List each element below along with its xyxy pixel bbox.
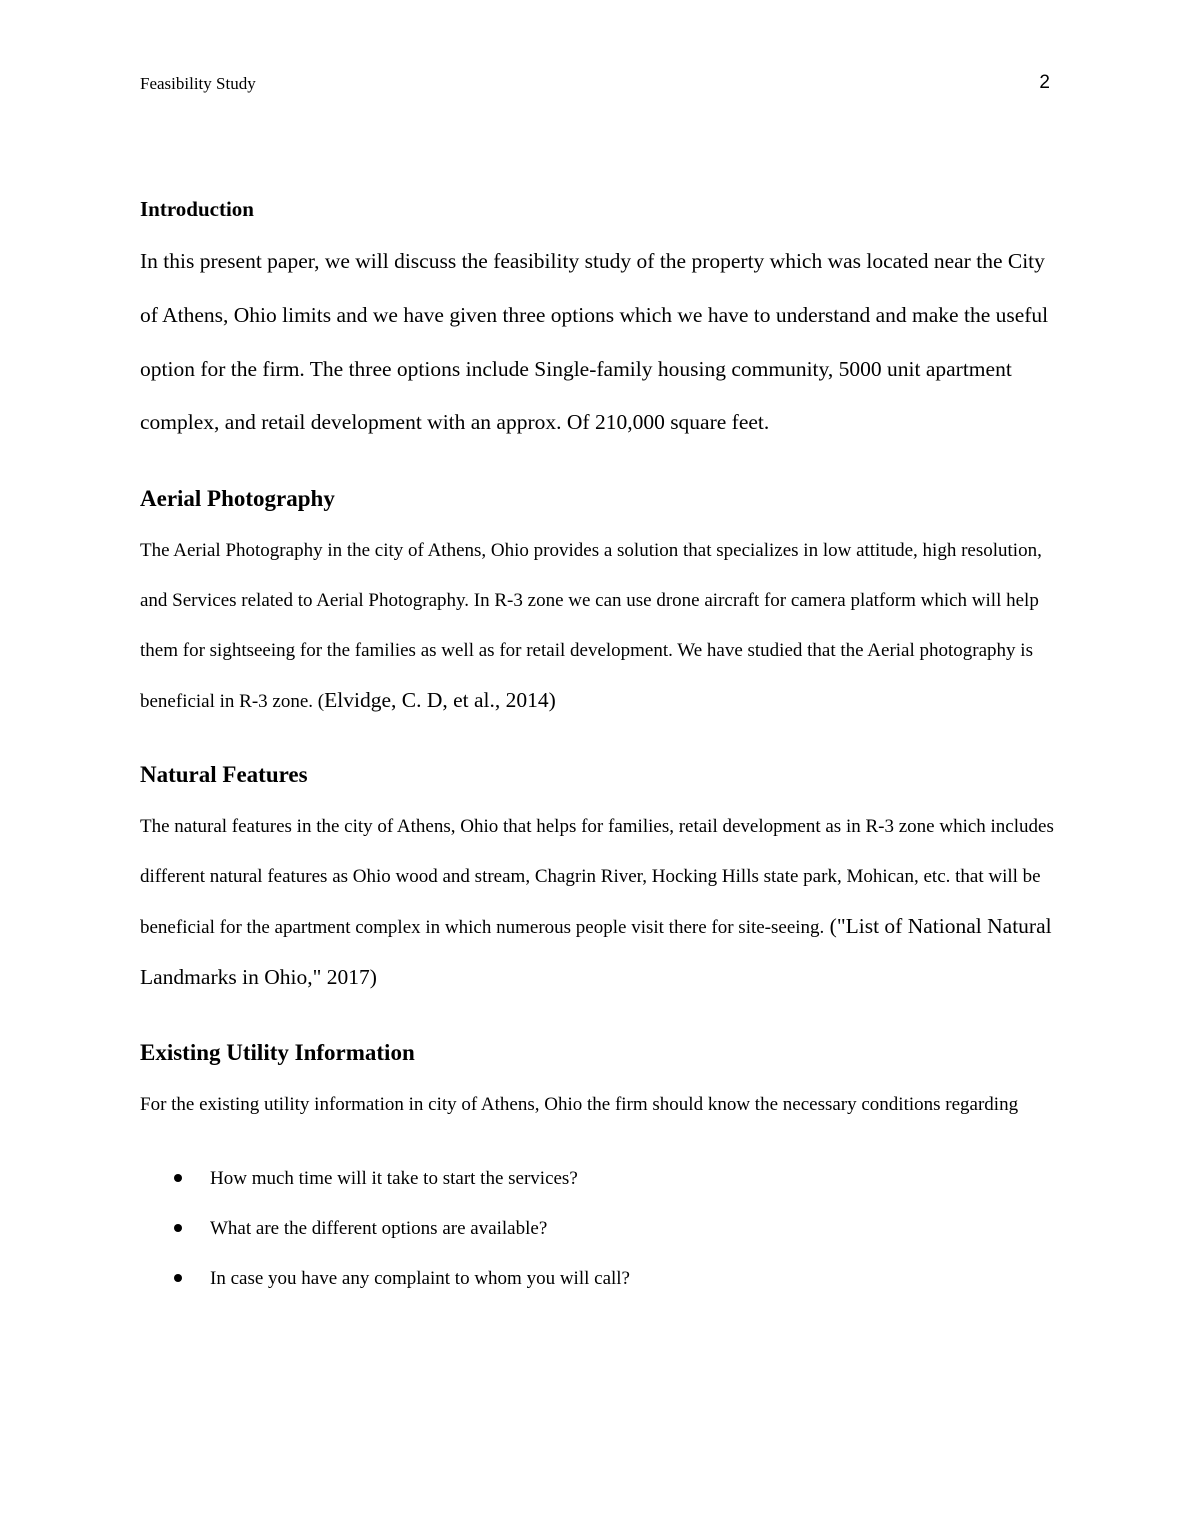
bullet-icon	[174, 1174, 182, 1182]
section-existing-utility	[140, 1038, 1055, 1304]
list-item-text: In case you have any complaint to whom you will call?	[210, 1267, 630, 1289]
list-item	[140, 1154, 1055, 1204]
aerial-photography-heading: Aerial Photography	[140, 486, 335, 512]
existing-utility-heading: Existing Utility Information	[140, 1039, 415, 1065]
list-item-text: What are the different options are available?	[210, 1218, 548, 1240]
aerial-photography-citation: Elvidge, C. D, et al., 2014)	[324, 687, 556, 712]
bullet-icon	[174, 1274, 182, 1282]
list-item	[140, 1254, 1055, 1304]
natural-features-citation: ("List of National Natural Landmarks in Ohio," 2017)	[140, 913, 1052, 989]
section-natural-features	[140, 760, 1055, 1003]
bullet-icon	[174, 1224, 182, 1232]
list-item-text: How much time will it take to start the services?	[210, 1168, 578, 1190]
introduction-heading: Introduction	[140, 197, 254, 221]
list-item	[140, 1204, 1055, 1254]
natural-features-heading: Natural Features	[140, 762, 308, 788]
natural-features-text: The natural features in the city of Athens, Ohio that helps for families, retail development as in R-3 zone which includes different natural features as Ohio wood and stream, Chagrin River, Hocking Hills state park, Mohican, etc. that will be beneficial for the apartment complex in which numerous people visit there for site-seeing.	[140, 816, 1054, 938]
section-aerial-photography	[140, 484, 1055, 726]
utility-question-list	[140, 1154, 1055, 1303]
natural-features-paragraph	[140, 802, 1055, 1003]
aerial-photography-paragraph	[140, 526, 1055, 726]
introduction-paragraph: In this present paper, we will discuss the feasibility study of the property which was located near the City of Athens, Ohio limits and we have given three options which we have to understand and make the useful option for the firm. The three options include Single-family housing community, 5000 unit apartment complex, and retail development with an approx. Of 210,000 square feet.	[140, 249, 1049, 435]
existing-utility-paragraph: For the existing utility information in city of Athens, Ohio the firm should know the necessary conditions regarding	[140, 1093, 1019, 1115]
page-number: 2	[1039, 72, 1050, 93]
aerial-photography-text: The Aerial Photography in the city of Athens, Ohio provides a solution that specializes in low attitude, high resolution, and Services related to Aerial Photography. In R-3 zone we can use drone aircraft for camera platform which will help them for sightseeing for the families as well as for retail development. We have studied that the Aerial photography is beneficial in R-3 zone. (	[140, 540, 1042, 712]
document-body	[140, 195, 1055, 1304]
running-header-title: Feasibility Study	[140, 74, 256, 93]
section-introduction	[140, 195, 1055, 450]
